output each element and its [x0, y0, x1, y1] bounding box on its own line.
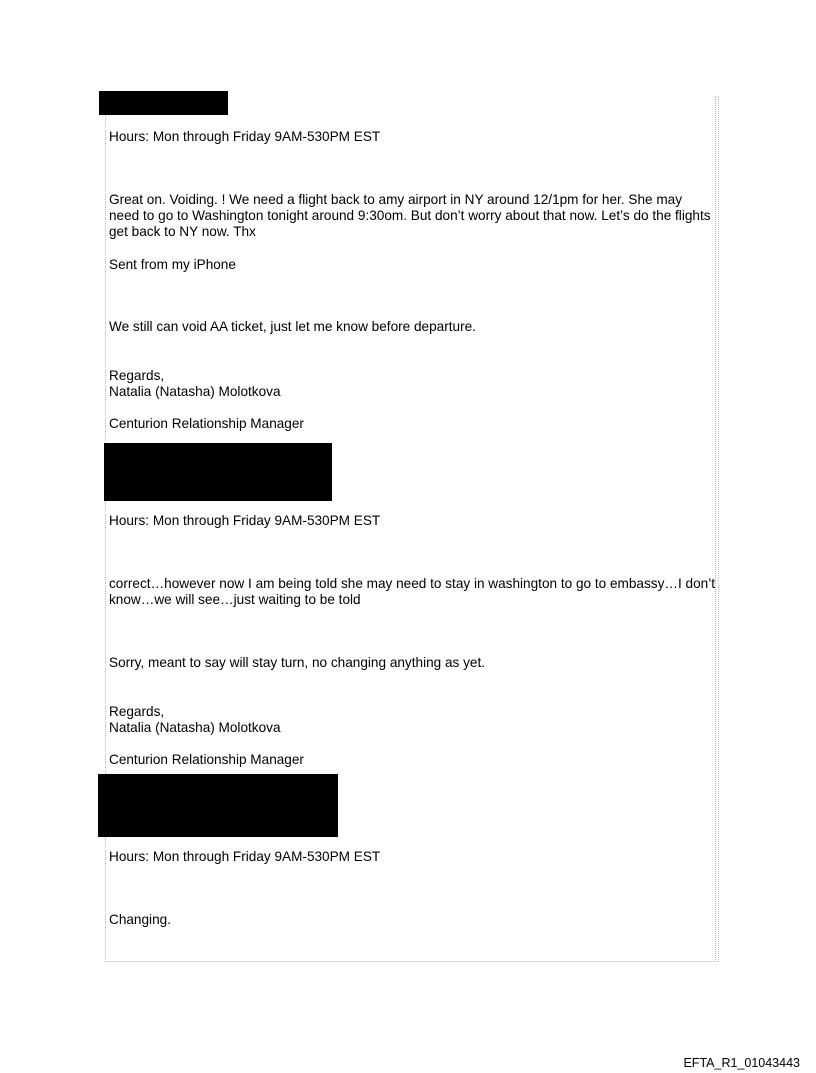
sender-name: Natalia (Natasha) Molotkova [109, 384, 281, 399]
frame-bottom-border [105, 961, 718, 962]
frame-right-border-outer [718, 96, 719, 962]
hours-line: Hours: Mon through Friday 9AM-530PM EST [109, 129, 381, 144]
message-text: Great on. Voiding. ! We need a flight back to amy airport in NY around 12/1pm for her. She may need to go to Washington tonight around 9:30om. But don’t worry about that now. Let’s do the flights get back to NY now. Thx [109, 192, 711, 239]
redaction-box [104, 443, 332, 501]
message-text: Sorry, meant to say will stay turn, no changing anything as yet. [109, 655, 486, 670]
redaction-box [99, 91, 228, 115]
sender-title: Centurion Relationship Manager [109, 752, 304, 767]
closing-text: Regards, [109, 368, 165, 383]
hours-line: Hours: Mon through Friday 9AM-530PM EST [109, 513, 381, 528]
email-signature: Sent from my iPhone [109, 257, 236, 272]
message-text: correct…however now I am being told she may need to stay in washington to go to embassy…I don’t know…we will see…just waiting to be told [109, 576, 715, 607]
hours-line: Hours: Mon through Friday 9AM-530PM EST [109, 849, 381, 864]
redaction-box [98, 774, 338, 837]
sender-name: Natalia (Natasha) Molotkova [109, 720, 281, 735]
message-text: Changing. [109, 912, 171, 927]
sender-title: Centurion Relationship Manager [109, 416, 304, 431]
closing-text: Regards, [109, 704, 165, 719]
document-id: EFTA_R1_01043443 [683, 1056, 800, 1070]
message-text: We still can void AA ticket, just let me know before departure. [109, 319, 476, 334]
frame-right-border [715, 96, 716, 962]
